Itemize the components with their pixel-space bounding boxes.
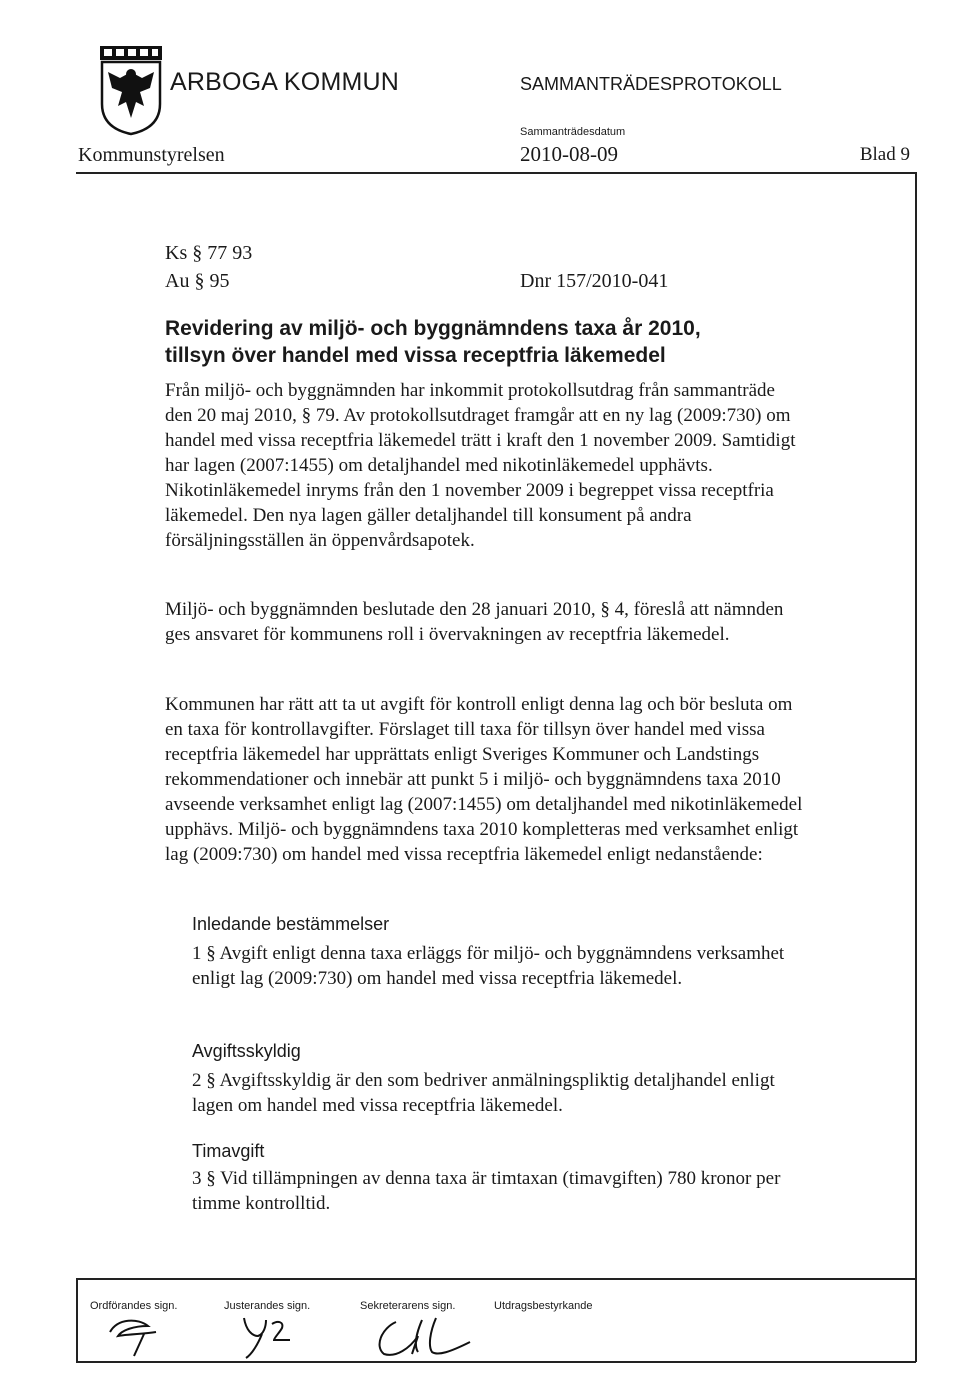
adjuster-sign-label: Justerandes sign. xyxy=(224,1300,311,1312)
footer-left-border xyxy=(76,1278,78,1362)
secretary-signature xyxy=(366,1312,476,1367)
secretary-sign-label: Sekreterarens sign. xyxy=(360,1300,456,1312)
chair-sign-label: Ordförandes sign. xyxy=(90,1300,178,1312)
municipal-crest-icon xyxy=(98,44,164,141)
department-name: Kommunstyrelsen xyxy=(78,144,225,166)
section-body-hourly-fee: 3 § Vid tillämpningen av denna taxa är timtaxan (timavgiften) 780 kronor per timme kontrolltid. xyxy=(192,1168,781,1214)
item-title-line-2: tillsyn över handel med vissa receptfria läkemedel xyxy=(165,344,666,367)
au-paragraph-ref: Au § 95 xyxy=(165,270,230,292)
section-heading-liable: Avgiftsskyldig xyxy=(192,1041,301,1061)
adjuster-signature xyxy=(236,1312,296,1367)
ks-paragraph-ref: Ks § 77 93 xyxy=(165,242,253,264)
item-title xyxy=(165,315,865,369)
section-body-liable: 2 § Avgiftsskyldig är den som bedriver anmälningspliktig detaljhandel enligt lagen om handel med vissa receptfria läkemedel. xyxy=(192,1070,775,1116)
section-heading-introductory: Inledande bestämmelser xyxy=(192,914,390,934)
organization-name: ARBOGA KOMMUN xyxy=(170,68,400,96)
item-title-line-1: Revidering av miljö- och byggnämndens taxa år 2010, xyxy=(165,317,701,340)
paragraph-proposal: Kommunen har rätt att ta ut avgift för kontroll enligt denna lag och bör besluta om en taxa för kontrollavgifter. Förslaget till taxa för tillsyn över handel med vissa receptfria läkemedel har upprättats enligt Sveriges Kommuner och Landstings rekommendationer och innebär att punkt 5 i miljö- och byggnämndens taxa 2010 avseende verksamhet enligt lag (2007:1455) om detaljhandel med nikotinläkemedel upphävs. Miljö- och byggnämndens taxa 2010 kompletteras med verksamhet enligt lag (2009:730) om handel med vissa receptfria läkemedel enligt nedanstående: xyxy=(165,694,803,865)
paragraph-decision: Miljö- och byggnämnden beslutade den 28 januari 2010, § 4, föreslå att nämnden ges ansvaret för kommunens roll i övervakningen av receptfria läkemedel. xyxy=(165,599,784,645)
section-heading-hourly-fee: Timavgift xyxy=(192,1141,265,1161)
meeting-date-label: Sammanträdesdatum xyxy=(520,126,626,138)
chair-signature xyxy=(104,1312,164,1363)
footer-divider xyxy=(76,1278,916,1280)
paragraph-background: Från miljö- och byggnämnden har inkommit protokollsutdrag från sammanträde den 20 maj 2010, § 79. Av protokollsutdraget framgår att en ny lag (2009:730) om handel med vissa receptfria läkemedel trätt i kraft den 1 november 2009. Samtidigt har lagen (2007:1455) om detaljhandel med nikotinläkemedel upphävts. Nikotinläkemedel inryms från den 1 november 2009 i begreppet vissa receptfria läkemedel. Den nya lagen gäller detaljhandel till konsument på andra försäljningsställen än öppenvårdsapotek. xyxy=(165,380,796,551)
page-number: Blad 9 xyxy=(859,144,910,165)
footer-bottom-border xyxy=(76,1361,916,1363)
document-type: SAMMANTRÄDESPROTOKOLL xyxy=(520,74,782,94)
header-divider xyxy=(76,172,916,174)
registration-number: Dnr 157/2010-041 xyxy=(520,270,669,292)
right-margin-line xyxy=(915,172,917,1362)
meeting-date: 2010-08-09 xyxy=(520,142,618,166)
extract-certification-label: Utdragsbestyrkande xyxy=(494,1300,593,1312)
section-body-introductory: 1 § Avgift enligt denna taxa erläggs för miljö- och byggnämndens verksamhet enligt lag (2009:730) om handel med vissa receptfria läkemedel. xyxy=(192,943,785,989)
